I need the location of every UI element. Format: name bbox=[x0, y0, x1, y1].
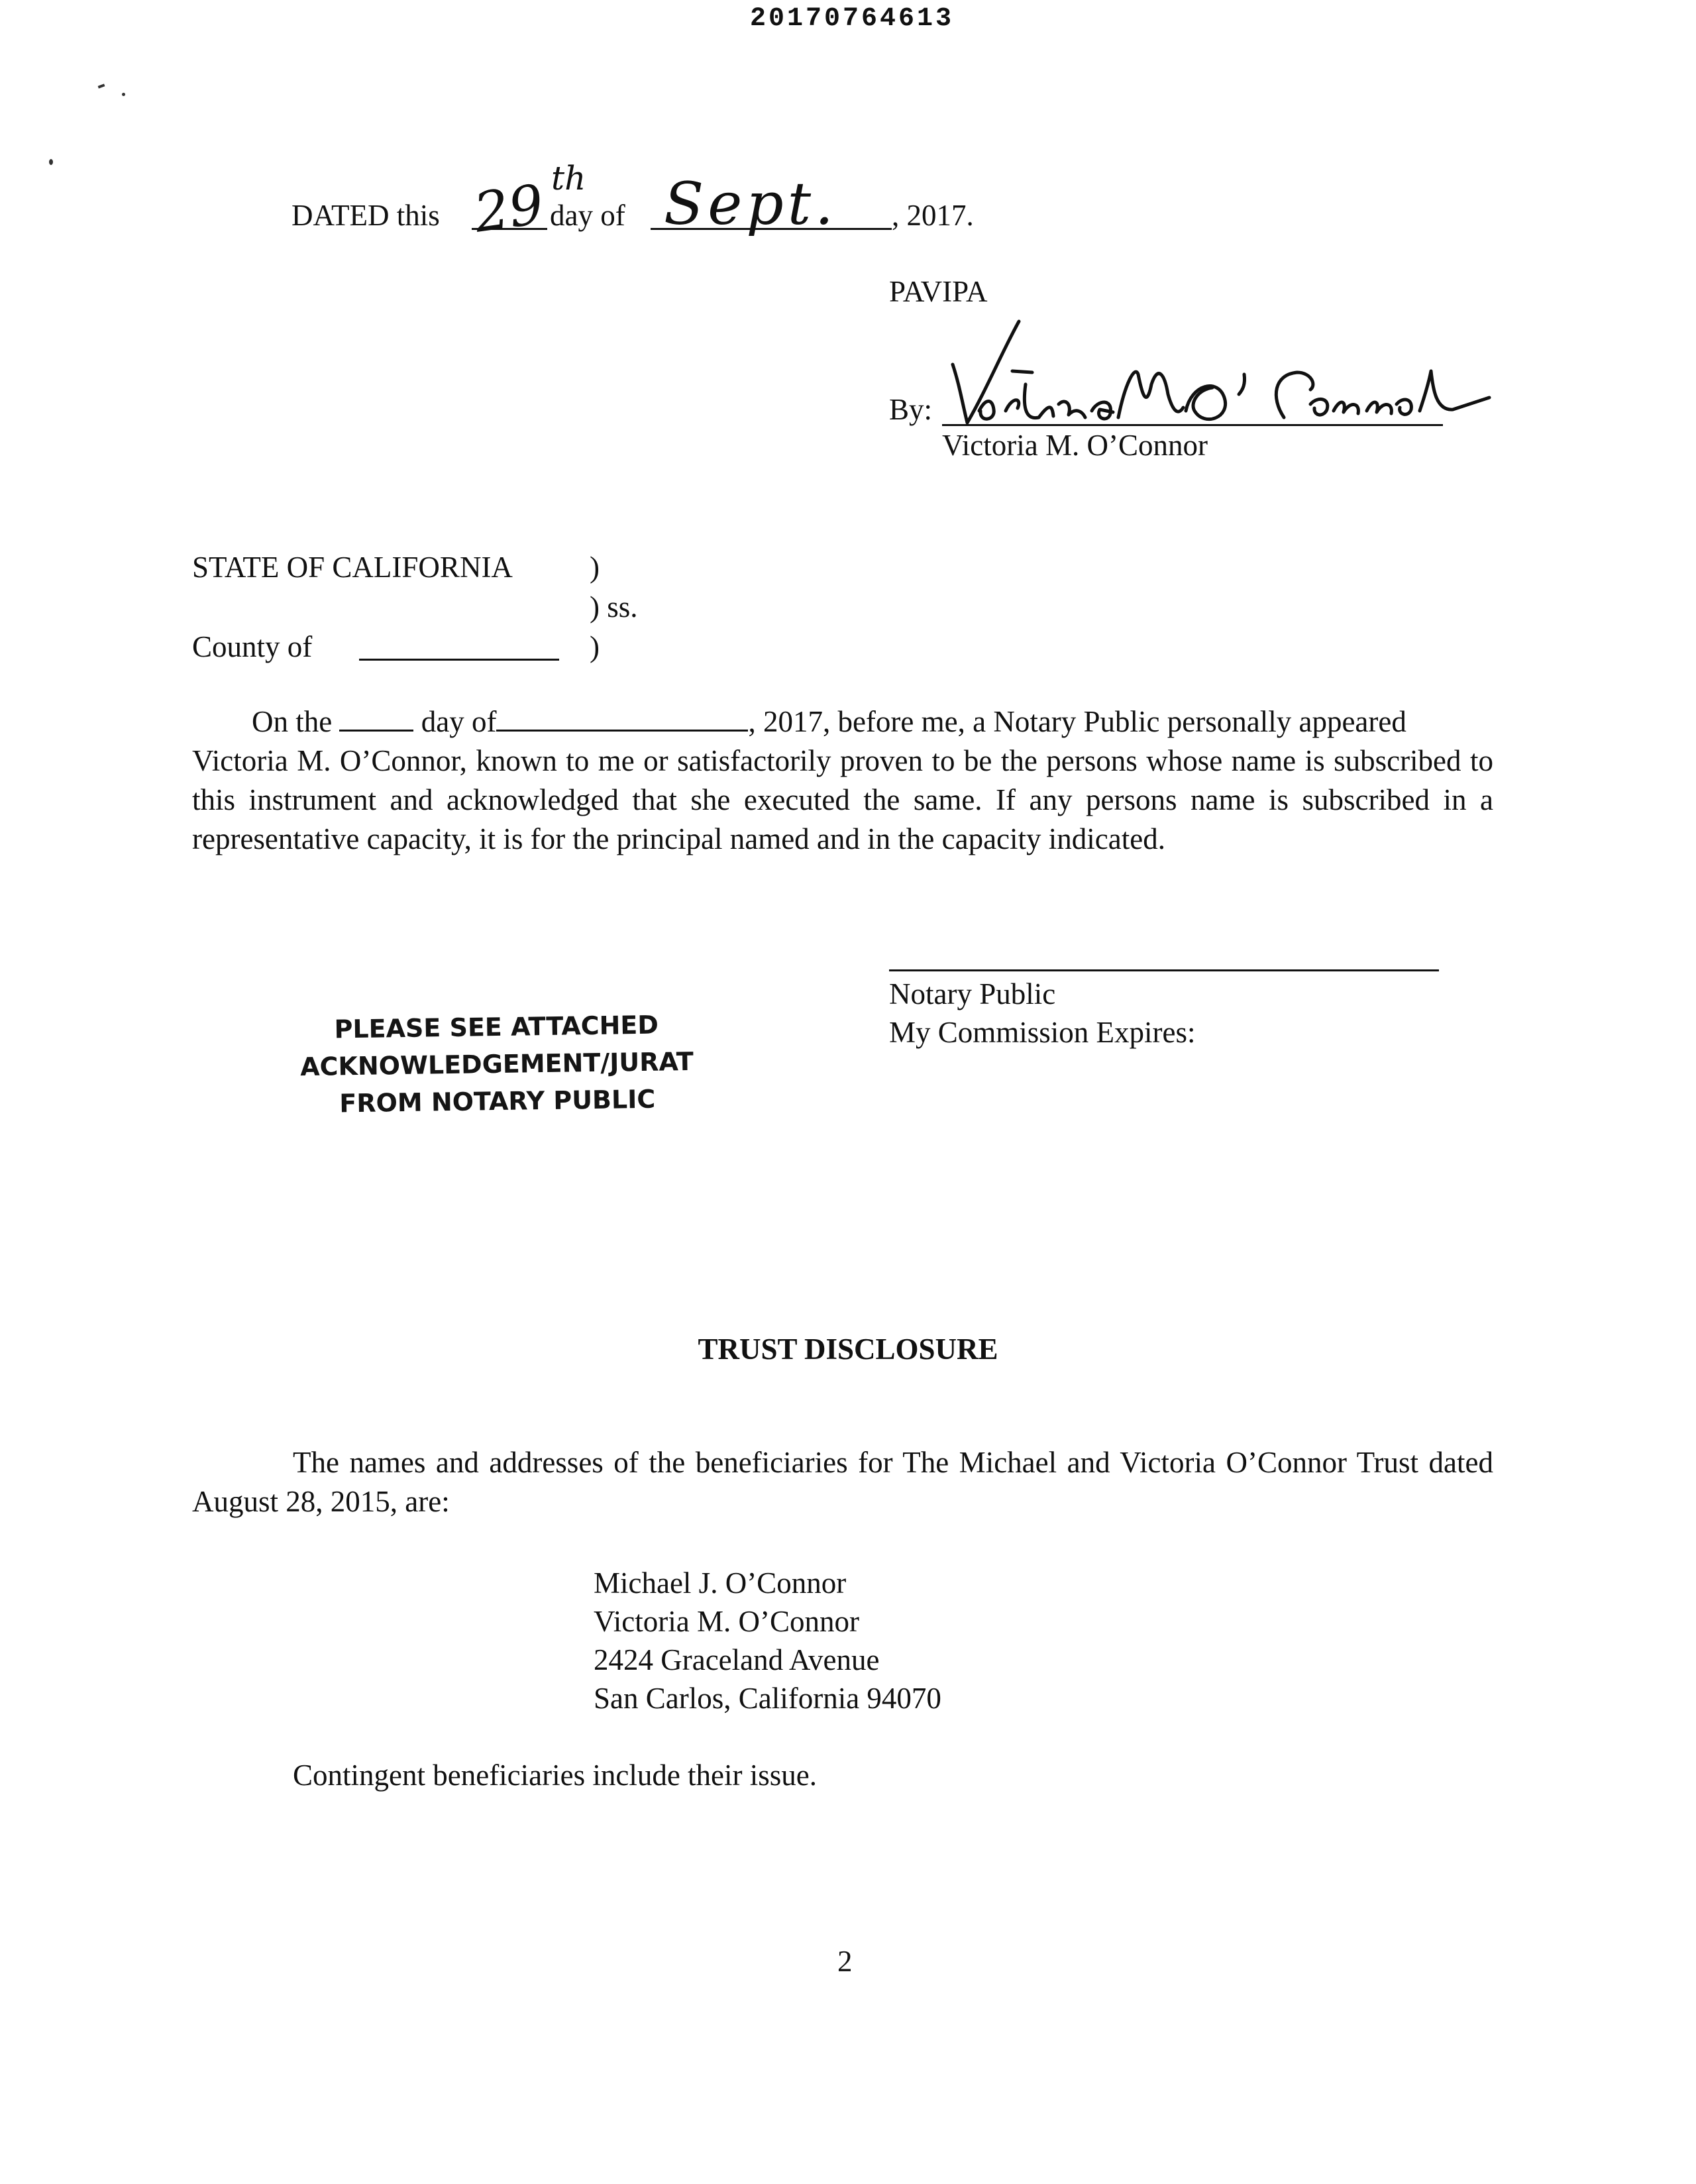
signature-image bbox=[939, 311, 1496, 437]
venue-paren-open: ) bbox=[590, 551, 600, 584]
page-number: 2 bbox=[837, 1945, 853, 1978]
scan-speck bbox=[49, 159, 53, 165]
notary-title: Notary Public bbox=[889, 977, 1056, 1010]
stamp-line-1: PLEASE SEE ATTACHED bbox=[334, 1010, 659, 1044]
dated-month-handwritten: Sept. bbox=[664, 170, 838, 238]
contingent-beneficiaries: Contingent beneficiaries include their issue. bbox=[293, 1759, 818, 1792]
beneficiary-line: San Carlos, California 94070 bbox=[594, 1682, 941, 1715]
dated-prefix: DATED this bbox=[292, 199, 440, 232]
beneficiary-line: Victoria M. O’Connor bbox=[594, 1605, 859, 1638]
dated-year: , 2017. bbox=[892, 199, 974, 232]
venue-ss: ) ss. bbox=[590, 590, 638, 624]
ack-on-the: On the bbox=[252, 705, 333, 738]
ack-line1-rest: , 2017, before me, a Notary Public personally appeared bbox=[748, 705, 1406, 738]
beneficiary-line: Michael J. O’Connor bbox=[594, 1566, 847, 1600]
ack-day-of: day of bbox=[421, 705, 497, 738]
scan-speck bbox=[98, 83, 105, 88]
scan-speck bbox=[122, 93, 125, 96]
by-label: By: bbox=[889, 393, 933, 426]
venue-paren-close: ) bbox=[590, 630, 600, 663]
dated-day-handwritten: 29 bbox=[470, 173, 548, 245]
trust-intro: The names and addresses of the beneficiaries for The Michael and Victoria O’Connor Trust dated August 28, 2015, are: bbox=[192, 1446, 1493, 1518]
dated-middle: day of bbox=[550, 199, 625, 232]
ack-body: Victoria M. O’Connor, known to me or satisfactorily proven to be the persons whose name is subscribed to this instrument and acknowledged that she executed the same. If any persons name is subscribed in a representative capacity, it is for the principal named and in the capacity indicated. bbox=[192, 744, 1493, 855]
stamp-line-2: ACKNOWLEDGEMENT/JURAT bbox=[299, 1046, 694, 1082]
dated-day-suffix-handwritten: th bbox=[551, 159, 586, 197]
entity-name: PAVIPA bbox=[889, 275, 988, 308]
printed-name: Victoria M. O’Connor bbox=[942, 429, 1208, 462]
notary-attachment-stamp bbox=[251, 1005, 743, 1123]
notary-commission: My Commission Expires: bbox=[889, 1016, 1196, 1049]
beneficiaries-address-block bbox=[594, 1564, 941, 1718]
venue-county-blank bbox=[359, 659, 559, 661]
ack-day-blank bbox=[339, 706, 413, 732]
trust-heading: TRUST DISCLOSURE bbox=[698, 1333, 998, 1366]
venue-state: STATE OF CALIFORNIA bbox=[192, 551, 513, 584]
notary-signature-line bbox=[889, 969, 1439, 971]
venue-county-label: County of bbox=[192, 630, 313, 663]
ack-month-blank bbox=[496, 706, 748, 732]
acknowledgment-paragraph bbox=[192, 702, 1493, 859]
stamp-line-3: FROM NOTARY PUBLIC bbox=[339, 1084, 656, 1119]
document-number: 20170764613 bbox=[750, 4, 955, 34]
beneficiary-line: 2424 Graceland Avenue bbox=[594, 1643, 880, 1676]
